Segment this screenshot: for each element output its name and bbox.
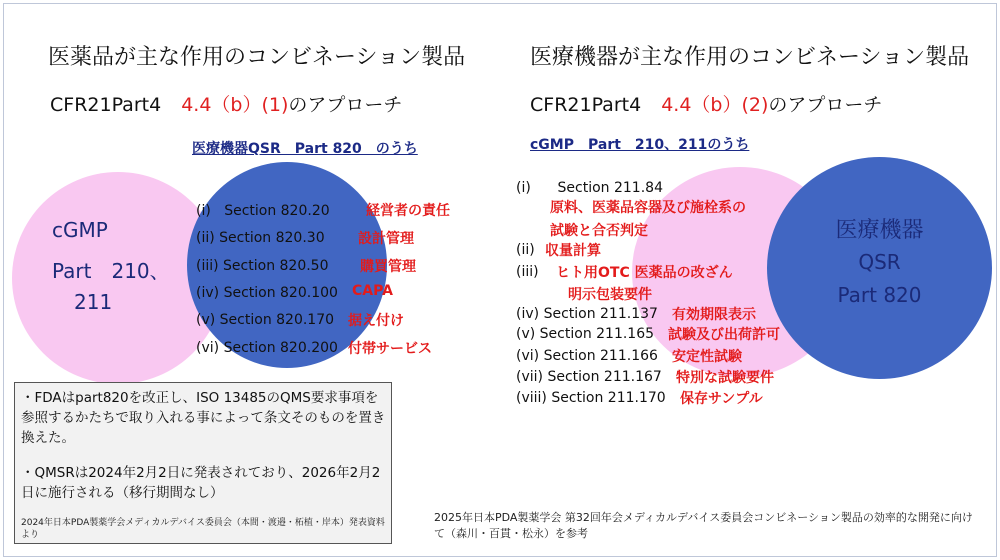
note-box [14,382,392,544]
left-cfr-code: 4.4（b）(1) [181,94,289,116]
left-section-3: (iii) Section 820.50 [196,258,329,274]
right-section-7: (vii) Section 211.167 [516,369,662,385]
right-section-6: (vi) Section 211.166 [516,348,658,364]
right-section-6-jp: 安定性試験 [672,349,742,365]
right-cfr-prefix: CFR21Part4 [530,94,642,116]
qsr-right-part: Part 820 [837,283,922,307]
right-section-3-jp-line1: ヒト用OTC 医薬品の改ざん [556,265,733,281]
note-bullet-2: ・QMSRは2024年2月2日に発表されており、2026年2月2日に施行される（移行期間なし） [21,465,381,501]
right-section-1-jp-line2: 試験と合否判定 [550,223,648,239]
left-heading: 医薬品が主な作用のコンビネーション製品 [48,45,466,70]
right-section-4-jp: 有効期限表示 [672,307,756,323]
left-section-2: (ii) Section 820.30 [196,230,325,246]
right-cfr-code: 4.4（b）(2) [661,94,769,116]
right-section-5-jp: 試験及び出荷許可 [668,327,780,343]
left-cfr-suffix: のアプローチ [288,94,403,116]
left-section-1: (i) Section 820.20 [196,203,330,219]
left-section-3-jp: 購買管理 [360,259,416,275]
note-source: 2024年日本PDA製薬学会メディカルデバイス委員会（本間・渡邉・柘植・岸本）発表資料より [21,518,385,540]
left-section-4-jp: CAPA [352,283,393,299]
right-section-1-jp-line1: 原料、医薬品容器及び施栓系の [550,200,746,216]
reference-note: 2025年日本PDA製薬学会 第32回年会メディカルデバイス委員会コンビネーション製品の効率的な開発に向けて（森川・百貫・松永）を参考 [434,511,973,540]
cgmp-circle-number: 211 [74,290,113,314]
right-section-2: (ii) [516,242,535,258]
left-subheading: 医療機器QSR Part 820 のうち [192,141,418,157]
right-section-4: (iv) Section 211.137 [516,306,658,322]
left-cfr-prefix: CFR21Part4 [50,94,162,116]
note-bullet-1: ・FDAはpart820を改正し、ISO 13485のQMS要求事項を参照するかたちで取り入れる事によって条文そのものを置き換えた。 [21,390,386,446]
right-section-8-jp: 保存サンプル [680,391,763,407]
right-section-8: (viii) Section 211.170 [516,390,666,406]
right-subheading: cGMP Part 210、211のうち [530,137,750,153]
left-section-4: (iv) Section 820.100 [196,285,338,301]
right-section-5: (v) Section 211.165 [516,326,655,342]
right-heading: 医療機器が主な作用のコンビネーション製品 [530,45,970,70]
left-section-5-jp: 据え付け [348,313,404,329]
left-section-6: (vi) Section 820.200 [196,340,338,356]
left-section-6-jp: 付帯サービス [348,341,432,357]
left-section-2-jp: 設計管理 [358,231,414,247]
qsr-right-qsr: QSR [858,250,901,274]
right-section-1: (i) Section 211.84 [516,180,663,196]
right-section-3: (iii) [516,264,539,280]
cgmp-circle-part: Part 210、 [52,259,170,283]
right-cfr-suffix: のアプローチ [768,94,883,116]
right-section-7-jp: 特別な試験要件 [676,370,774,386]
left-section-1-jp: 経営者の責任 [366,203,450,219]
qsr-right-label: 医療機器 [835,218,924,243]
cgmp-circle-label: cGMP [52,218,108,242]
left-section-5: (v) Section 820.170 [196,312,335,328]
right-cfr-line [530,90,882,117]
left-cfr-line [50,90,402,117]
right-section-3-jp-line2: 明示包装要件 [568,287,652,303]
right-section-2-jp: 収量計算 [545,243,601,259]
